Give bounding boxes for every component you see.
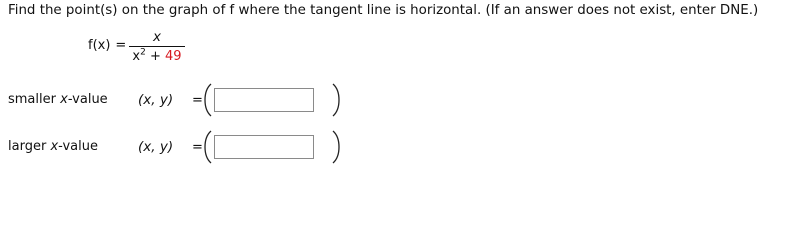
- row-label-var: x: [60, 92, 68, 107]
- smaller-point-input[interactable]: [214, 88, 314, 112]
- smaller-equals-sign: =: [192, 93, 203, 108]
- larger-point-input[interactable]: [214, 135, 314, 159]
- larger-point-pair: [138, 139, 173, 155]
- denominator-base: x: [132, 49, 141, 64]
- denominator-plus: +: [149, 49, 161, 64]
- question-prompt: Find the point(s) on the graph of f where the tangent line is horizontal. (If an answer does not exist, enter DNE.): [8, 3, 759, 18]
- denominator-exponent: 2: [140, 47, 146, 58]
- function-fraction: [129, 29, 185, 66]
- fraction-denominator: [129, 48, 185, 66]
- left-paren-icon: [200, 83, 214, 117]
- row-label-suffix: -value: [58, 139, 98, 154]
- larger-equals-sign: =: [192, 140, 203, 155]
- right-paren-icon: [330, 83, 344, 117]
- row-label-suffix: -value: [67, 92, 108, 107]
- function-name: f(x): [88, 38, 111, 53]
- function-label: [88, 38, 126, 53]
- row-label-var: x: [50, 139, 59, 154]
- fraction-bar: [129, 46, 185, 47]
- right-paren-icon: [330, 130, 344, 164]
- row-label-prefix: smaller: [8, 92, 56, 107]
- fraction-numerator: x: [153, 29, 161, 45]
- point-pair-text: (x, y): [138, 139, 174, 155]
- left-paren-icon: [200, 130, 214, 164]
- denominator-constant: 49: [165, 49, 182, 64]
- function-equals: =: [115, 38, 127, 53]
- larger-x-value-label: [8, 139, 98, 154]
- row-label-prefix: larger: [8, 139, 47, 154]
- smaller-point-pair: [138, 92, 173, 108]
- smaller-x-value-label: [8, 92, 108, 107]
- point-pair-text: (x, y): [138, 92, 174, 108]
